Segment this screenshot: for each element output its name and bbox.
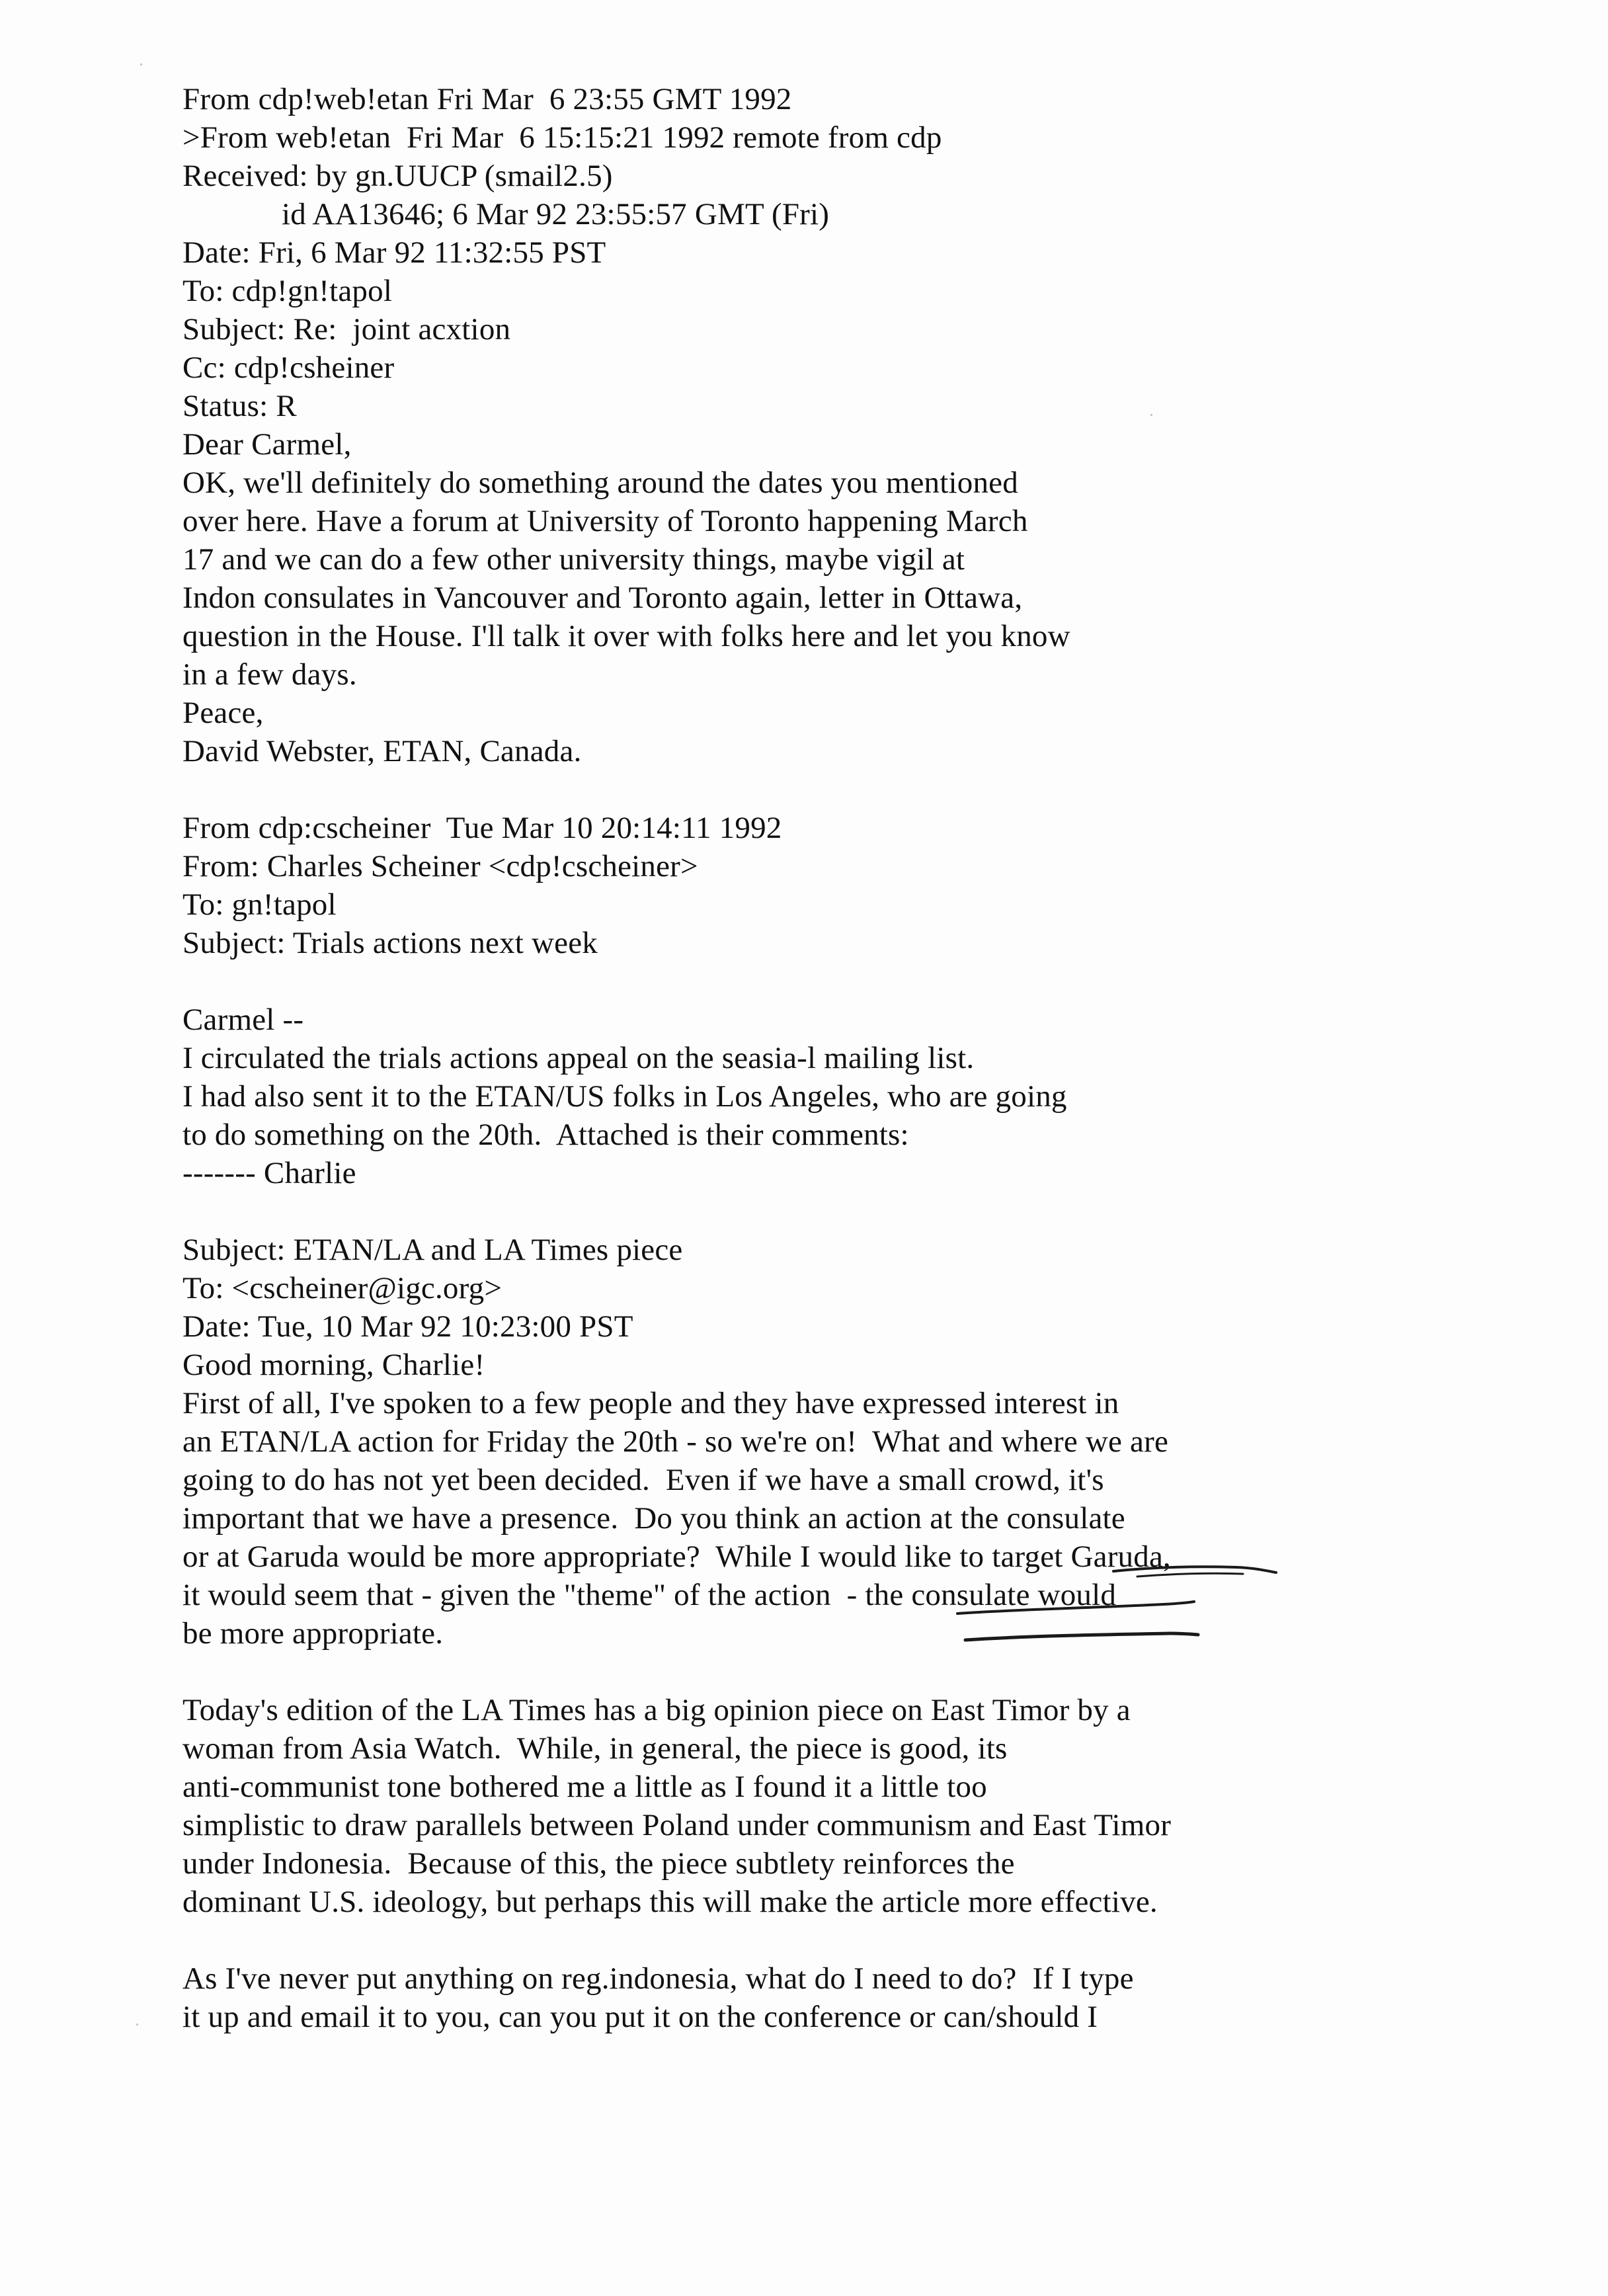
body-line: OK, we'll definitely do something around the dates you mentioned: [182, 466, 1018, 500]
body-line: or at Garuda would be more appropriate? While I would like to target Garuda,: [182, 1539, 1171, 1574]
header-from-line: From cdp:cscheiner Tue Mar 10 20:14:11 1992: [182, 811, 782, 845]
header-from-line: From cdp!web!etan Fri Mar 6 23:55 GMT 1992: [182, 82, 792, 116]
body-line: Indon consulates in Vancouver and Toronto again, letter in Ottawa,: [182, 581, 1023, 615]
body-line: to do something on the 20th. Attached is their comments:: [182, 1118, 909, 1152]
header-to-line: To: <cscheiner@igc.org>: [182, 1271, 502, 1305]
body-line: As I've never put anything on reg.indonesia, what do I need to do? If I type: [182, 1961, 1134, 1996]
body-line: simplistic to draw parallels between Poland under communism and East Timor: [182, 1808, 1172, 1842]
header-subject-line: Subject: Re: joint acxtion: [182, 312, 511, 347]
header-id-line: id AA13646; 6 Mar 92 23:55:57 GMT (Fri): [282, 197, 830, 231]
signature-line: David Webster, ETAN, Canada.: [182, 734, 582, 768]
scan-speck: [1150, 414, 1152, 416]
body-line: I had also sent it to the ETAN/US folks in Los Angeles, who are going: [182, 1079, 1067, 1114]
body-line: it would seem that - given the "theme" of the action - the consulate would: [182, 1578, 1117, 1612]
header-status-line: Status: R: [182, 389, 297, 423]
body-line: in a few days.: [182, 657, 357, 692]
body-line: going to do has not yet been decided. Even if we have a small crowd, it's: [182, 1463, 1104, 1497]
header-to-line: To: cdp!gn!tapol: [182, 274, 393, 308]
body-line: an ETAN/LA action for Friday the 20th - so we're on! What and where we are: [182, 1424, 1169, 1459]
header-subject-line: Subject: Trials actions next week: [182, 926, 598, 960]
body-line: it up and email it to you, can you put it on the conference or can/should I: [182, 2000, 1098, 2034]
body-line: question in the House. I'll talk it over with folks here and let you know: [182, 619, 1070, 653]
body-line: Good morning, Charlie!: [182, 1348, 485, 1382]
header-from-remote-line: >From web!etan Fri Mar 6 15:15:21 1992 remote from cdp: [182, 120, 942, 155]
body-line: Peace,: [182, 696, 264, 730]
body-line: I circulated the trials actions appeal on the seasia-l mailing list.: [182, 1041, 975, 1075]
header-to-line: To: gn!tapol: [182, 887, 337, 922]
body-line: be more appropriate.: [182, 1616, 444, 1651]
body-line: Carmel --: [182, 1003, 304, 1037]
header-date-line: Date: Fri, 6 Mar 92 11:32:55 PST: [182, 235, 606, 270]
body-line: anti-communist tone bothered me a little as I found it a little too: [182, 1770, 987, 1804]
body-line: 17 and we can do a few other university things, maybe vigil at: [182, 542, 965, 577]
body-line: dominant U.S. ideology, but perhaps this will make the article more effective.: [182, 1885, 1158, 1919]
body-line: under Indonesia. Because of this, the piece subtlety reinforces the: [182, 1846, 1015, 1881]
body-line: Today's edition of the LA Times has a big opinion piece on East Timor by a: [182, 1693, 1131, 1727]
header-received-line: Received: by gn.UUCP (smail2.5): [182, 159, 613, 193]
body-line: First of all, I've spoken to a few people and they have expressed interest in: [182, 1386, 1119, 1420]
header-date-line: Date: Tue, 10 Mar 92 10:23:00 PST: [182, 1309, 633, 1344]
header-cc-line: Cc: cdp!csheiner: [182, 350, 395, 385]
body-line: over here. Have a forum at University of Toronto happening March: [182, 504, 1028, 538]
body-line: important that we have a presence. Do you think an action at the consulate: [182, 1501, 1125, 1536]
body-line: Dear Carmel,: [182, 427, 352, 462]
scan-speck: [136, 2024, 138, 2026]
scan-speck: [140, 63, 142, 65]
header-from-line: From: Charles Scheiner <cdp!cscheiner>: [182, 849, 698, 883]
header-subject-line: Subject: ETAN/LA and LA Times piece: [182, 1233, 683, 1267]
body-line: woman from Asia Watch. While, in general, the piece is good, its: [182, 1731, 1008, 1766]
signature-line: ------- Charlie: [182, 1156, 356, 1190]
